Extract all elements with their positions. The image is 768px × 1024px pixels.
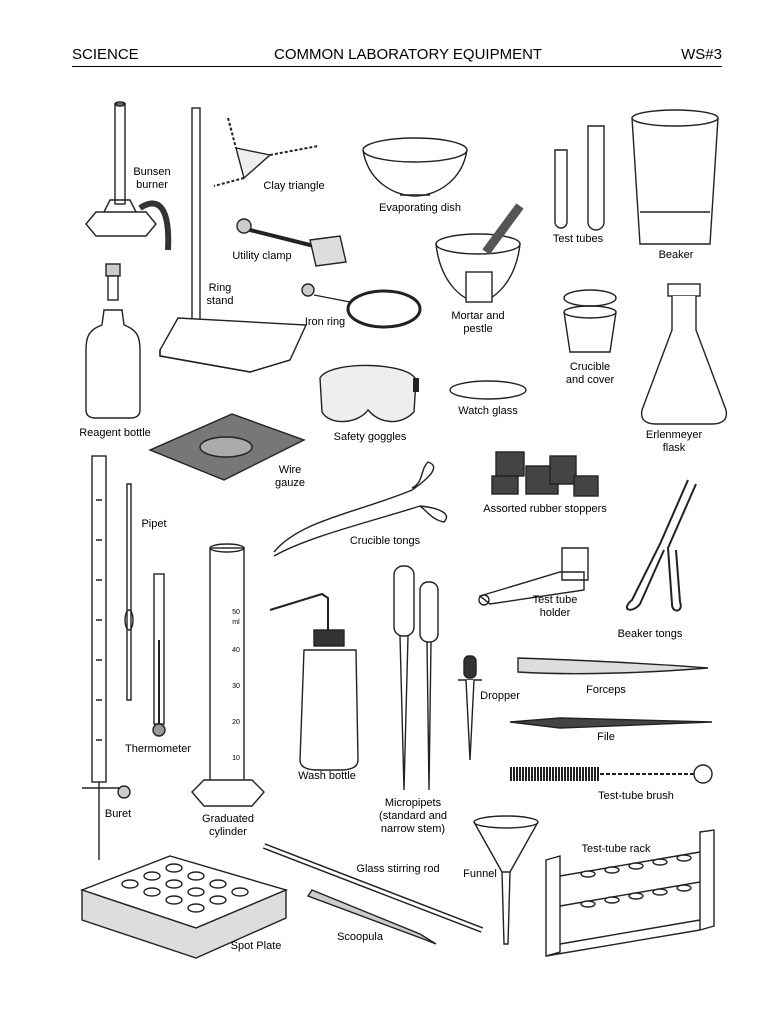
forceps-illustration [518, 658, 708, 674]
cylinder-scale-20: 20 [232, 719, 240, 726]
crucible-and-cover-label: Crucible and cover [565, 361, 615, 386]
utility-clamp-label: Utility clamp [232, 250, 292, 262]
rubber-stoppers-illustration [492, 452, 598, 496]
watch-glass-label: Watch glass [458, 405, 518, 417]
file-illustration [510, 718, 712, 728]
beaker-tongs-illustration [627, 480, 696, 611]
crucible-tongs-label: Crucible tongs [349, 535, 421, 547]
mortar-and-pestle-illustration [436, 206, 520, 302]
micropipets-illustration [394, 566, 438, 790]
funnel-label: Funnel [463, 868, 497, 880]
bunsen-burner-label: Bunsen burner [133, 166, 171, 191]
evaporating-dish-label: Evaporating dish [379, 202, 461, 214]
wash-bottle-label: Wash bottle [298, 770, 356, 782]
ring-stand-label: Ring stand [206, 282, 234, 307]
buret-illustration [82, 456, 130, 860]
cylinder-scale-unit: ml [232, 619, 240, 626]
rubber-stoppers-label: Assorted rubber stoppers [483, 503, 607, 515]
test-tube-holder-label: Test tube holder [532, 594, 578, 619]
beaker-illustration [632, 110, 718, 244]
forceps-label: Forceps [586, 684, 626, 696]
cylinder-scale-50: 50 [232, 609, 240, 616]
erlenmeyer-flask-label: Erlenmeyer flask [645, 429, 703, 454]
graduated-cylinder-label: Graduated cylinder [202, 813, 254, 838]
worksheet-title: COMMON LABORATORY EQUIPMENT [274, 46, 543, 63]
micropipets-label: Micropipets (standard and narrow stem) [379, 797, 447, 835]
reagent-bottle-label: Reagent bottle [79, 427, 151, 439]
test-tubes-illustration [555, 126, 604, 230]
subject-title: SCIENCE [72, 46, 139, 63]
test-tubes-label: Test tubes [552, 233, 604, 245]
pipet-illustration [125, 484, 133, 700]
iron-ring-label: Iron ring [304, 316, 346, 328]
thermometer-illustration [153, 574, 165, 736]
safety-goggles-label: Safety goggles [333, 431, 407, 443]
thermometer-label: Thermometer [124, 743, 192, 755]
dropper-label: Dropper [480, 690, 520, 702]
test-tube-brush-label: Test-tube brush [598, 790, 674, 802]
crucible-and-cover-illustration [564, 290, 616, 352]
file-label: File [597, 731, 615, 743]
wire-gauze-label: Wire gauze [275, 464, 305, 489]
spot-plate-label: Spot Plate [230, 940, 282, 952]
wash-bottle-illustration [270, 594, 358, 770]
clay-triangle-illustration [214, 118, 318, 186]
watch-glass-illustration [450, 381, 526, 399]
beaker-tongs-label: Beaker tongs [617, 628, 683, 640]
mortar-and-pestle-label: Mortar and pestle [451, 310, 505, 335]
evaporating-dish-illustration [363, 138, 467, 196]
test-tube-rack-label: Test-tube rack [581, 843, 651, 855]
buret-label: Buret [104, 808, 132, 820]
cylinder-scale-40: 40 [232, 647, 240, 654]
reagent-bottle-illustration [86, 264, 140, 418]
scoopula-label: Scoopula [337, 931, 383, 943]
cylinder-scale-30: 30 [232, 683, 240, 690]
glass-stirring-rod-label: Glass stirring rod [356, 863, 440, 875]
erlenmeyer-flask-illustration [642, 284, 727, 424]
safety-goggles-illustration [320, 365, 416, 421]
pipet-label: Pipet [141, 518, 167, 530]
cylinder-scale-10: 10 [232, 755, 240, 762]
test-tube-brush-illustration [510, 765, 712, 783]
graduated-cylinder-illustration [192, 544, 264, 806]
beaker-label: Beaker [658, 249, 694, 261]
dropper-illustration [458, 656, 482, 760]
worksheet-number: WS#3 [681, 46, 722, 63]
clay-triangle-label: Clay triangle [263, 180, 325, 192]
